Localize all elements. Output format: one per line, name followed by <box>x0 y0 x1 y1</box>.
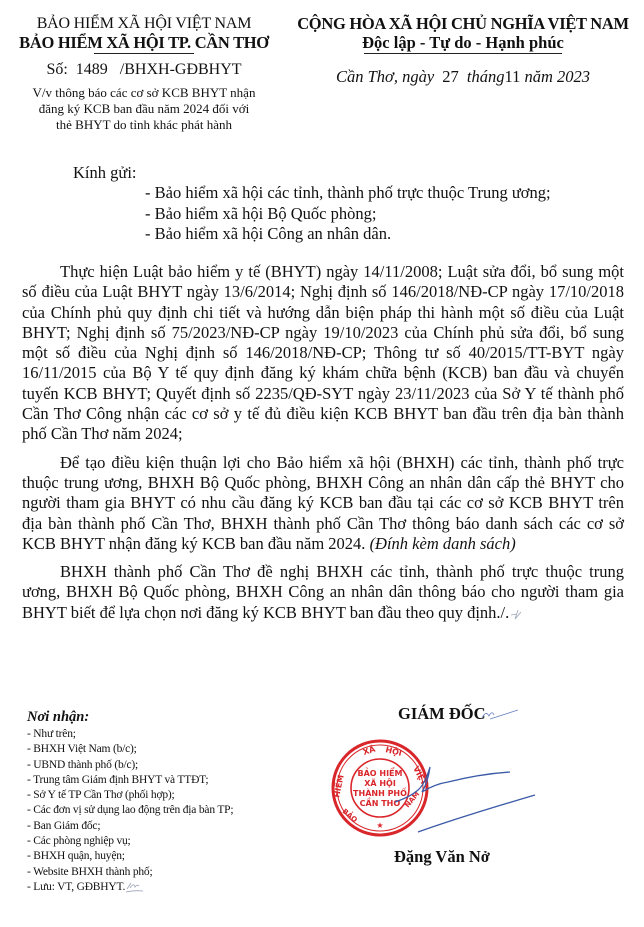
svg-text:★: ★ <box>376 821 384 830</box>
cc-item: - BHXH Việt Nam (b/c); <box>27 743 137 756</box>
signature-block <box>330 700 644 880</box>
date-day: 27 <box>442 67 459 86</box>
svg-text:HIỂM: HIỂM <box>332 773 346 799</box>
agency-name: BẢO HIỂM XÃ HỘI TP. CẦN THƠ <box>19 33 269 52</box>
attachment-note: (Đính kèm danh sách) <box>369 533 516 553</box>
body-paragraph <box>22 453 624 554</box>
date-year: năm 2023 <box>524 67 591 86</box>
handwritten-signature <box>390 762 540 842</box>
signer-name: Đặng Văn Nở <box>394 847 490 866</box>
svg-text:THÀNH PHỐ: THÀNH PHỐ <box>353 789 407 798</box>
document-body <box>22 262 624 631</box>
svg-text:BẢO HIỂM: BẢO HIỂM <box>357 769 403 778</box>
salutation-label: Kính gửi: <box>73 163 137 182</box>
nation-block <box>282 14 644 87</box>
cc-item: - BHXH quận, huyện; <box>27 850 125 863</box>
subject <box>10 85 278 133</box>
subject-line: đăng ký KCB ban đầu năm 2024 đối với <box>38 101 250 116</box>
cc-item: - Sở Y tế TP Cần Thơ (phối hợp); <box>27 789 175 802</box>
document-number <box>10 60 278 80</box>
recipient-item: - Bảo hiểm xã hội các tỉnh, thành phố trực thuộc Trung ương; <box>145 183 551 202</box>
paragraph-text: Để tạo điều kiện thuận lợi cho Bảo hiểm xã hội (BHXH) các tỉnh, thành phố trực thuộc trung ương, BHXH Bộ Quốc phòng, BHXH Công an nhân dân cấp thẻ BHYT cho người tham gia BHYT có nhu cầu đăng ký KCB ban đầu tại các cơ sở KCB BHYT trên địa bàn thành phố Cần Thơ, BHXH thành phố Cần Thơ thông báo danh sách các cơ sở KCB BHYT nhận đăng ký KCB ban đầu năm 2024. <box>22 452 624 553</box>
doc-number-label: Số: <box>46 61 68 78</box>
initial-tick-icon <box>509 608 527 620</box>
date-month: 11 <box>504 67 521 86</box>
svg-text:NAM: NAM <box>403 790 422 810</box>
cc-item: - Như trên; <box>27 728 76 740</box>
agency-parent: BẢO HIỂM XÃ HỘI VIỆT NAM <box>36 15 252 32</box>
body-paragraph <box>22 562 624 623</box>
svg-text:VIỆT: VIỆT <box>411 764 429 787</box>
doc-number-value: 1489 <box>75 61 108 78</box>
cc-item: - Trung tâm Giám định BHYT và TTĐT; <box>27 773 209 786</box>
recipient-list <box>145 183 551 245</box>
svg-text:HỘI: HỘI <box>384 745 403 758</box>
recipient-item: - Bảo hiểm xã hội Bộ Quốc phòng; <box>145 203 377 223</box>
document-header <box>0 14 644 134</box>
subject-line: thẻ BHYT do tỉnh khác phát hành <box>56 117 232 132</box>
place-date <box>282 67 644 87</box>
cc-item: - Các đơn vị sử dụng lao động trên địa bàn TP; <box>27 804 234 817</box>
svg-text:BẢO: BẢO <box>340 807 359 825</box>
nation-motto: Độc lập - Tự do - Hạnh phúc <box>362 33 564 52</box>
cc-item-text: - Lưu: VT, GĐBHYT. <box>27 880 126 893</box>
initial-mark-icon <box>480 706 520 724</box>
signer-title: GIÁM ĐỐC <box>398 704 486 723</box>
motto-underline <box>364 53 562 54</box>
initial-mark-icon <box>125 880 147 894</box>
recipient-item: - Bảo hiểm xã hội Công an nhân dân. <box>145 224 392 243</box>
nation-title: CỘNG HÒA XÃ HỘI CHỦ NGHĨA VIỆT NAM <box>297 14 629 33</box>
svg-text:CẦN THƠ: CẦN THƠ <box>359 799 401 808</box>
svg-text:XÃ HỘI: XÃ HỘI <box>364 779 396 788</box>
cc-item: - Các phòng nghiệp vụ; <box>27 835 131 848</box>
cc-item: - Website BHXH thành phố; <box>27 865 153 878</box>
cc-block <box>27 708 307 895</box>
paragraph-text: BHXH thành phố Cần Thơ đề nghị BHXH các tỉnh, thành phố trực thuộc trung ương, BHXH Bộ Quốc phòng, BHXH Công an nhân dân thông báo cho người tham gia BHYT biết để lựa chọn nơi đăng ký KCB BHYT ban đầu theo quy định./. <box>22 562 624 622</box>
doc-code: /BHXH-GĐBHYT <box>119 61 242 78</box>
cc-item: - UBND thành phố (b/c); <box>27 758 139 771</box>
cc-title: Nơi nhận: <box>27 709 90 725</box>
agency-block <box>10 14 278 133</box>
cc-item: - Ban Giám đốc; <box>27 819 101 832</box>
place-date-prefix: Cần Thơ, ngày <box>335 67 435 86</box>
cc-item <box>27 880 307 895</box>
date-month-label: tháng <box>466 67 505 86</box>
subject-line: V/v thông báo các cơ sở KCB BHYT nhận <box>32 85 256 100</box>
agency-underline <box>94 53 194 54</box>
body-paragraph: Thực hiện Luật bảo hiểm y tế (BHYT) ngày 14/11/2008; Luật sửa đổi, bổ sung một số điều của Luật BHYT ngày 13/6/2014; Nghị định số 146/2018/NĐ-CP ngày 17/10/2018 của Chính phủ quy định chi tiết và hướng dẫn biện pháp thi hành một số điều của Luật BHYT; Nghị định số 75/2023/NĐ-CP ngày 19/10/2023 của Chính phủ sửa đổi, bổ sung một số điều của Nghị định số 146/2018/NĐ-CP; Thông tư số 40/2015/TT-BYT ngày 16/11/2015 của Bộ Y tế quy định đăng ký khám chữa bệnh (KCB) ban đầu và chuyển tuyến KCB BHYT; Quyết định số 2235/QĐ-SYT ngày 23/11/2023 của Sở Y tế thành phố Cần Thơ Công nhận các cơ sở y tế đủ điều kiện KCB BHYT ban đầu trên địa bàn thành phố Cần Thơ năm 2024; <box>22 262 624 444</box>
svg-text:XÃ: XÃ <box>361 744 377 757</box>
